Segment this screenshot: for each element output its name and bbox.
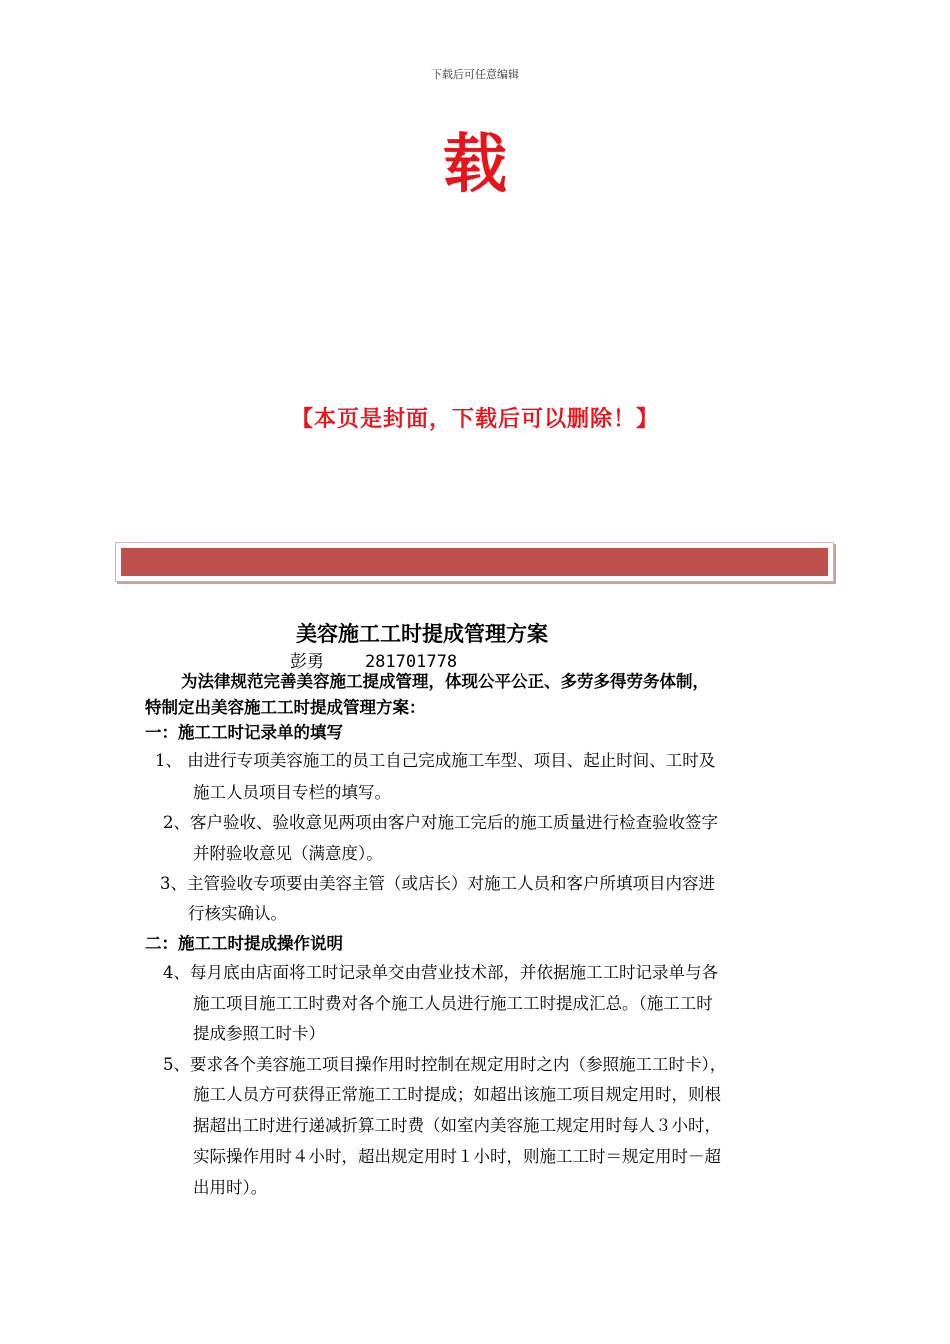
list-item-5-line-1: 5、要求各个美容施工项目操作用时控制在规定用时之内（参照施工工时卡）， bbox=[163, 1055, 727, 1074]
list-item-3-line-1: 3、主管验收专项要由美容主管（或店长）对施工人员和客户所填项目内容进 bbox=[160, 874, 715, 893]
list-item-1-line-2: 施工人员项目专栏的填写。 bbox=[193, 783, 391, 802]
list-item-2-line-2: 并附验收意见（满意度）。 bbox=[193, 844, 383, 863]
cover-notice: 【本页是封面，下载后可以删除！】 bbox=[290, 407, 659, 432]
header-note: 下载后可任意编辑 bbox=[431, 68, 519, 81]
list-item-4-line-2: 施工项目施工工时费对各个施工人员进行施工工时提成汇总。（施工工时 bbox=[193, 994, 713, 1013]
list-item-1-line-1: 1、 由进行专项美容施工的员工自己完成施工车型、项目、起止时间、工时及 bbox=[155, 751, 716, 770]
list-item-2-line-1: 2、客户验收、验收意见两项由客户对施工完后的施工质量进行检查验收签字 bbox=[163, 813, 718, 832]
intro-line-1: 为法律规范完善美容施工提成管理，体现公平公正、多劳多得劳务体制， bbox=[181, 672, 709, 691]
decorative-divider bbox=[115, 542, 834, 582]
author-line: 彭勇 281701778 bbox=[290, 652, 458, 672]
list-item-3-line-2: 行核实确认。 bbox=[188, 904, 287, 923]
section-2-heading: 二：施工工时提成操作说明 bbox=[145, 934, 343, 953]
cover-character: 载 bbox=[443, 128, 507, 202]
list-item-5-line-4: 实际操作用时４小时，超出规定用时１小时，则施工工时＝规定用时－超 bbox=[193, 1147, 721, 1166]
list-item-5-line-2: 施工人员方可获得正常施工工时提成；如超出该施工项目规定用时，则根 bbox=[193, 1085, 721, 1104]
document-title: 美容施工工时提成管理方案 bbox=[296, 621, 548, 646]
list-item-4-line-1: 4、每月底由店面将工时记录单交由营业技术部，并依据施工工时记录单与各 bbox=[163, 963, 718, 982]
section-1-heading: 一：施工工时记录单的填写 bbox=[145, 723, 343, 742]
list-item-5-line-5: 出用时）。 bbox=[193, 1178, 268, 1197]
list-item-5-line-3: 据超出工时进行递减折算工时费（如室内美容施工规定用时每人３小时， bbox=[193, 1116, 721, 1135]
intro-line-2: 特制定出美容施工工时提成管理方案： bbox=[145, 698, 426, 717]
list-item-4-line-3: 提成参照工时卡） bbox=[193, 1024, 325, 1043]
divider-bar bbox=[121, 548, 828, 576]
